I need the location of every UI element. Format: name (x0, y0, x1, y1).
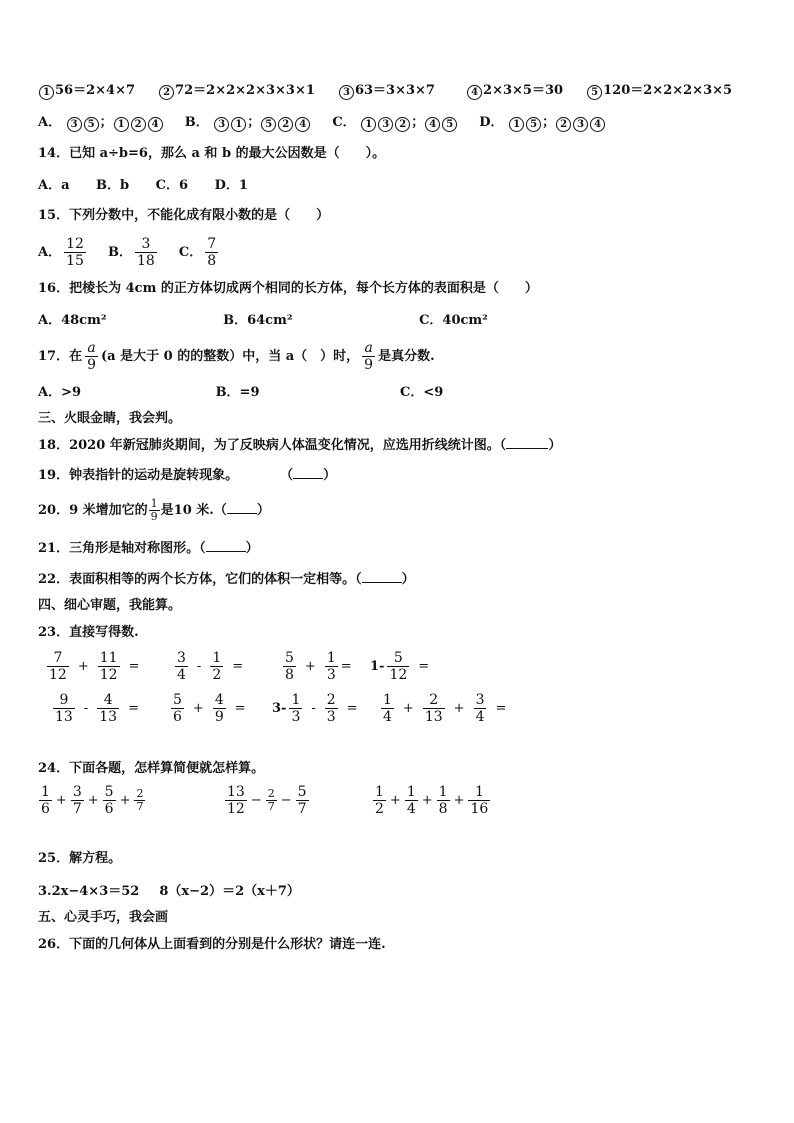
fraction: $\frac{5}{12}$ (389, 650, 408, 683)
q26-text: 26．下面的几何体从上面看到的分别是什么形状？请连一连. (38, 937, 386, 952)
fraction: $\frac{1}{2}$ (212, 650, 222, 683)
q23-expr-8: $\frac{1}{4}$ + $\frac{2}{13}$ + $\frac{3}{4}$ = (383, 692, 507, 725)
fraction: $\frac{5}{6}$ (104, 784, 114, 817)
q23-expr-3: $\frac{5}{8}$ + $\frac{1}{3}$ = (285, 650, 352, 683)
fraction: $\frac{a}{9}$ (87, 340, 97, 373)
circled-number-3: 3 (67, 117, 82, 132)
answer-blank[interactable] (506, 448, 548, 449)
q24-expr-1: $\frac{1}{6}$ + $\frac{3}{7}$ + $\frac{5}{6}$ + $\frac{2}{7}$ (41, 784, 144, 817)
circled-number-5: 5 (526, 117, 541, 132)
circled-number-5: 5 (261, 117, 276, 132)
q23-text: 23．直接写得数. (38, 625, 139, 640)
fraction: $\frac{1}{9}$ (150, 497, 158, 523)
answer-blank[interactable] (293, 478, 323, 479)
q14-choices: A．a B．b C．6 D．1 (38, 178, 248, 193)
circled-number-3: 3 (339, 85, 354, 100)
fraction: $\frac{3}{18}$ (136, 236, 155, 269)
circled-number-5: 5 (587, 85, 602, 100)
q15-choices: A． $\frac{12}{15}$ B． $\frac{3}{18}$ C． $\frac{7}{8}$ (38, 236, 217, 269)
fraction: $\frac{1}{3}$ (326, 650, 336, 683)
circled-number-2: 2 (556, 117, 571, 132)
circled-number-3: 3 (573, 117, 588, 132)
circled-number-1: 1 (509, 117, 524, 132)
fraction: $\frac{2}{7}$ (136, 787, 144, 813)
circled-number-5: 5 (442, 117, 457, 132)
fraction: $\frac{1}{4}$ (406, 784, 416, 817)
q23-expr-2: $\frac{3}{4}$ - $\frac{1}{2}$ = (177, 650, 244, 683)
q24-text: 24．下面各题，怎样算简便就怎样算。 (38, 761, 265, 776)
circled-number-4: 4 (590, 117, 605, 132)
q20-text: 20．9 米增加它的 $\frac{1}{9}$ 是10 米.（ ） (38, 497, 270, 523)
circled-number-4: 4 (148, 117, 163, 132)
circled-number-4: 4 (425, 117, 440, 132)
circled-number-4: 4 (467, 85, 482, 100)
q24-expr-3: $\frac{1}{2}$ + $\frac{1}{4}$ + $\frac{1}{8}$ + $\frac{1}{16}$ (375, 784, 489, 817)
fraction: $\frac{1}{6}$ (41, 784, 50, 817)
section-3-heading: 三、火眼金睛，我会判。 (38, 411, 182, 426)
fraction: $\frac{4}{9}$ (214, 692, 224, 725)
circled-number-5: 5 (84, 117, 99, 132)
fraction: $\frac{1}{8}$ (438, 784, 448, 817)
q24-expr-2: $\frac{13}{12}$ − $\frac{2}{7}$ − $\frac{5}{7}$ (227, 784, 307, 817)
q14-text: 14．已知 a÷b=6，那么 a 和 b 的最大公因数是（ ）。 (38, 146, 386, 161)
fraction: $\frac{12}{15}$ (66, 236, 84, 269)
circled-number-2: 2 (395, 117, 410, 132)
circled-number-2: 2 (159, 85, 174, 100)
fraction: $\frac{7}{8}$ (207, 236, 217, 269)
fraction: $\frac{11}{12}$ (99, 650, 118, 683)
q25-text: 25．解方程。 (38, 851, 122, 866)
fraction: $\frac{3}{4}$ (475, 692, 485, 725)
fraction: $\frac{7}{12}$ (49, 650, 67, 683)
fraction: $\frac{1}{16}$ (470, 784, 489, 817)
fraction: $\frac{5}{6}$ (173, 692, 182, 725)
q15-text: 15．下列分数中，不能化成有限小数的是（ ） (38, 208, 330, 223)
fraction: $\frac{a}{9}$ (364, 340, 374, 373)
fraction: $\frac{1}{2}$ (375, 784, 384, 817)
q16-text: 16．把棱长为 4cm 的正方体切成两个相同的长方体，每个长方体的表面积是（ ） (38, 281, 538, 296)
q19-text: 19．钟表指针的运动是旋转现象。 （ ） (38, 468, 337, 483)
q17-text: 17．在 $\frac{a}{9}$ (a 是大于 0 的的整数）中，当 a（ ）时， $\frac{a}{9}$ 是真分数. (38, 340, 435, 373)
q16-choices: A．48cm² B．64cm² C．40cm² (38, 313, 488, 328)
section-5-heading: 五、心灵手巧，我会画 (38, 910, 169, 925)
fraction: $\frac{9}{13}$ (55, 692, 73, 725)
fraction: $\frac{4}{13}$ (99, 692, 118, 725)
fraction: $\frac{3}{4}$ (177, 650, 186, 683)
fraction: $\frac{2}{3}$ (326, 692, 336, 725)
q17-choices: A．>9 B．=9 C．<9 (38, 385, 444, 400)
q23-expr-7: 3- $\frac{1}{3}$ - $\frac{2}{3}$ = (272, 692, 358, 725)
answer-blank[interactable] (227, 513, 257, 514)
fraction: $\frac{1}{3}$ (291, 692, 301, 725)
fraction: $\frac{13}{12}$ (227, 784, 245, 817)
section-4-heading: 四、细心审题，我能算。 (38, 598, 182, 613)
fraction: $\frac{2}{13}$ (424, 692, 443, 725)
q21-text: 21．三角形是轴对称图形。（ ） (38, 541, 259, 556)
fraction: $\frac{5}{8}$ (285, 650, 294, 683)
q18-text: 18．2020 年新冠肺炎期间，为了反映病人体温变化情况，应选用折线统计图。（ ） (38, 438, 562, 453)
fraction: $\frac{3}{7}$ (72, 784, 82, 817)
q22-text: 22．表面积相等的两个长方体，它们的体积一定相等。（ ） (38, 572, 415, 587)
q13-options: 1 56＝2×4×7 2 72＝2×2×2×3×3×1 3 63＝3×3×7 4 2×3×5＝30 5 120＝2×2×2×3×5 (38, 82, 732, 100)
q23-expr-4: 1- $\frac{5}{12}$ = (370, 650, 430, 683)
circled-number-3: 3 (214, 117, 229, 132)
circled-number-2: 2 (278, 117, 293, 132)
fraction: $\frac{5}{7}$ (297, 784, 307, 817)
circled-number-1: 1 (361, 117, 376, 132)
fraction: $\frac{2}{7}$ (267, 787, 275, 813)
circled-number-1: 1 (231, 117, 246, 132)
q23-expr-6: $\frac{5}{6}$ + $\frac{4}{9}$ = (173, 692, 246, 725)
circled-number-3: 3 (378, 117, 393, 132)
answer-blank[interactable] (362, 582, 402, 583)
q23-expr-1: $\frac{7}{12}$ + $\frac{11}{12}$ = (49, 650, 140, 683)
circled-number-1: 1 (114, 117, 129, 132)
q13-answer-choices: A． 3 5 ； 1 2 4 B． 3 1 ； 5 2 4 C． 1 3 2 ； 4 5 D． 1 5 ； 2 3 4 (38, 114, 606, 132)
q23-expr-5: $\frac{9}{13}$ - $\frac{4}{13}$ = (55, 692, 139, 725)
circled-number-1: 1 (39, 85, 54, 100)
q25-equations: 3.2x−4×3＝52 8（x−2）＝2（x＋7） (38, 884, 300, 899)
circled-number-4: 4 (295, 117, 310, 132)
answer-blank[interactable] (206, 551, 246, 552)
fraction: $\frac{1}{4}$ (383, 692, 392, 725)
circled-number-2: 2 (131, 117, 146, 132)
